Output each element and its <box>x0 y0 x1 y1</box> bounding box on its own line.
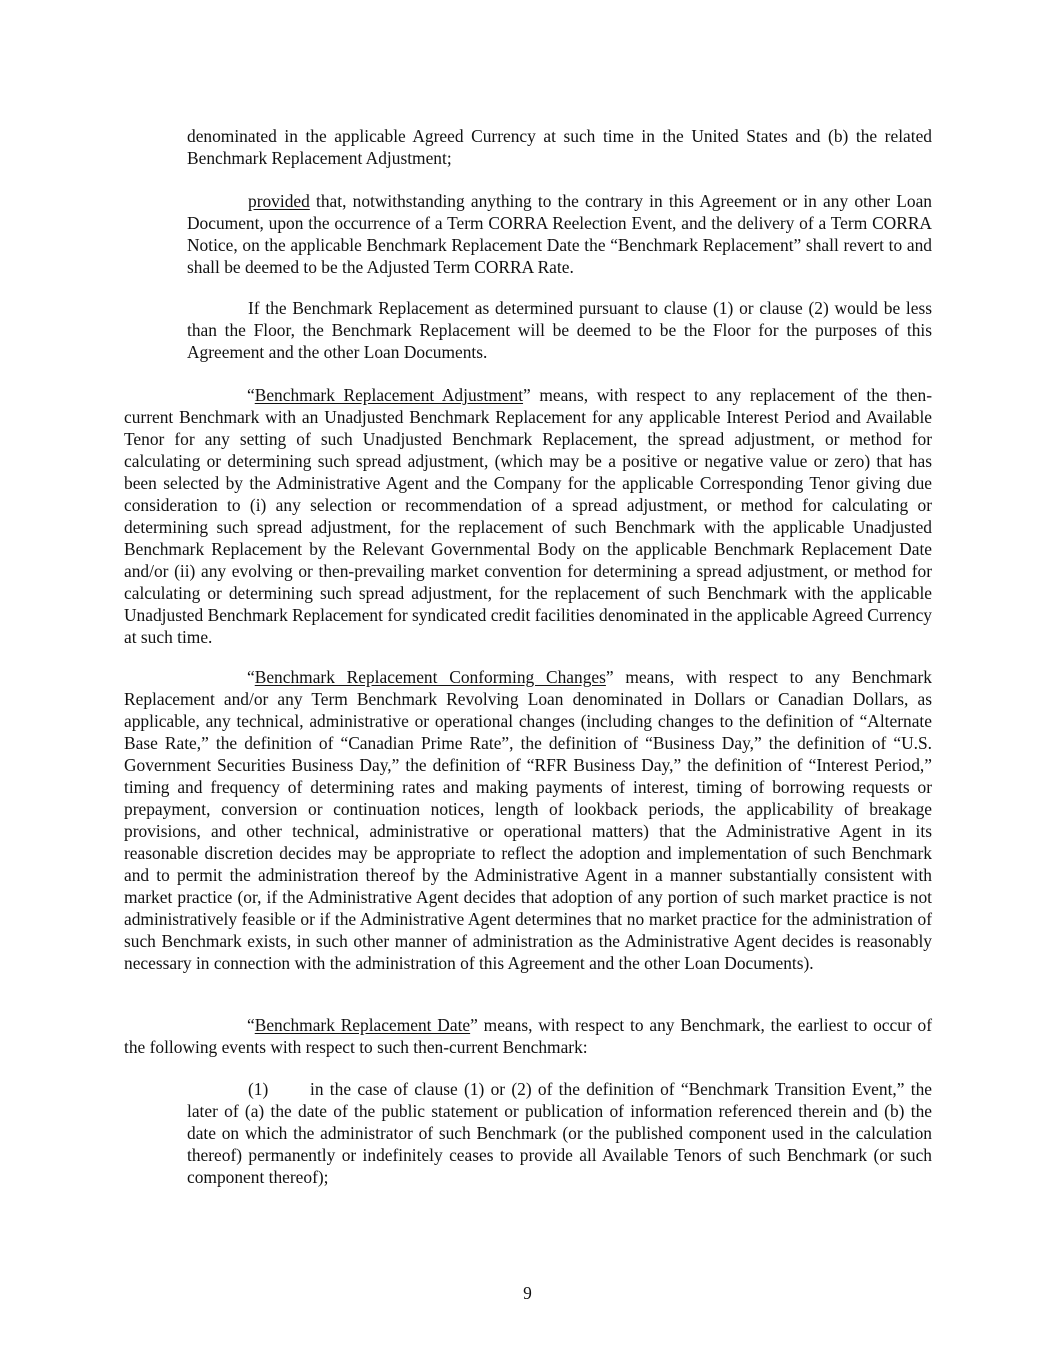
clause-1: (1) in the case of clause (1) or (2) of the definition of “Benchmark Transition Event,” the later of (a) the date of the public statement or publication of information referenced therein and (b) the date on which the administrator of such Benchmark (or the published component used in the calculation thereof) permanently or indefinitely ceases to provide all Available Tenors of such Benchmark (or such component thereof); <box>187 1079 932 1187</box>
paragraph-continuation: denominated in the applicable Agreed Currency at such time in the United States and (b) the related Benchmark Replacement Adjustment; <box>187 126 932 168</box>
clause-number: (1) <box>248 1079 269 1099</box>
definition-benchmark-replacement-conforming-changes: “Benchmark Replacement Conforming Changes” means, with respect to any Benchmark Replacement and/or any Term Benchmark Revolving Loan denominated in Dollars or Canadian Dollars, as applicable, any technical, administrative or operational changes (including changes to the definition of “Alternate Base Rate,” the definition of “Canadian Prime Rate”, the definition of “Business Day,” the definition of “U.S. Government Securities Business Day,” the definition of “RFR Business Day,” the definition of “Interest Period,” timing and frequency of determining rates and making payments of interest, timing of borrowing requests or prepayment, conversion or continuation notices, length of lookback periods, the applicability of breakage provisions, and other technical, administrative or operational matters) that the Administrative Agent in its reasonable discretion decides may be appropriate to reflect the adoption and implementation of such Benchmark and to permit the administration thereof by the Administrative Agent in a manner substantially consistent with market practice (or, if the Administrative Agent decides that adoption of any portion of such market practice is not administratively feasible or if the Administrative Agent determines that no market practice for the administration of such Benchmark exists, in such other manner of administration as the Administrative Agent decides is reasonably necessary in connection with the administration of this Agreement and the other Loan Documents). <box>124 667 932 973</box>
defined-term: Benchmark Replacement Conforming Changes <box>254 667 606 687</box>
provided-term: provided <box>248 191 310 211</box>
page-number: 9 <box>523 1283 532 1303</box>
paragraph-floor: If the Benchmark Replacement as determined pursuant to clause (1) or clause (2) would be less than the Floor, the Benchmark Replacement will be deemed to be the Floor for the purposes of this Agreement and the other Loan Documents. <box>187 298 932 362</box>
definition-benchmark-replacement-date: “Benchmark Replacement Date” means, with respect to any Benchmark, the earliest to occur of the following events with respect to such then-current Benchmark: <box>124 1015 932 1057</box>
definition-benchmark-replacement-adjustment: “Benchmark Replacement Adjustment” means, with respect to any replacement of the then-current Benchmark with an Unadjusted Benchmark Replacement for any applicable Interest Period and Available Tenor for any setting of such Unadjusted Benchmark Replacement, the spread adjustment, or method for calculating or determining such spread adjustment, (which may be a positive or negative value or zero) that has been selected by the Administrative Agent and the Company for the applicable Corresponding Tenor giving due consideration to (i) any selection or recommendation of a spread adjustment, or method for calculating or determining such spread adjustment, for the replacement of such Benchmark with the applicable Unadjusted Benchmark Replacement by the Relevant Governmental Body on the applicable Benchmark Replacement Date and/or (ii) any evolving or then-prevailing market convention for determining a spread adjustment, or method for calculating or determining such spread adjustment, for the replacement of such Benchmark with the applicable Unadjusted Benchmark Replacement for syndicated credit facilities denominated in the applicable Agreed Currency at such time. <box>124 385 932 647</box>
defined-term: Benchmark Replacement Date <box>254 1015 471 1035</box>
defined-term: Benchmark Replacement Adjustment <box>254 385 524 405</box>
paragraph-provided: provided that, notwithstanding anything to the contrary in this Agreement or in any other Loan Document, upon the occurrence of a Term CORRA Reelection Event, and the delivery of a Term CORRA Notice, on the applicable Benchmark Replacement Date the “Benchmark Replacement” shall revert to and shall be deemed to be the Adjusted Term CORRA Rate. <box>187 191 932 277</box>
